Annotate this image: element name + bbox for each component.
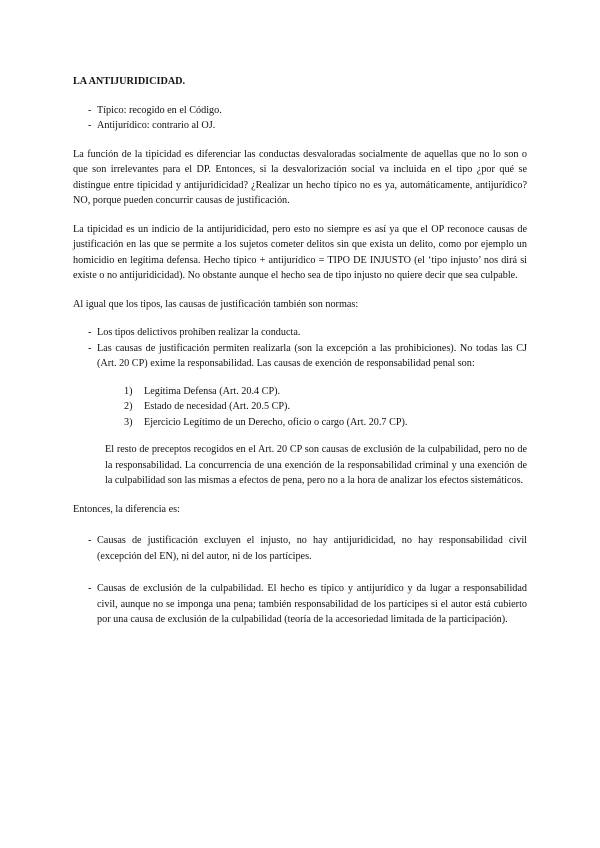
norms-list	[73, 325, 527, 372]
difference-list	[73, 533, 527, 628]
paragraph-normas: Al igual que los tipos, las causas de justificación también son normas:	[73, 298, 359, 310]
paragraph-tipicidad: La función de la tipicidad es diferenciar las conductas desvaloradas socialmente de aquellas que no lo son o que son irrelevantes para el DP. Entonces, si la desvalorización social va incluida en el tipo ¿por qué se distingue entre tipicidad y antijuridicidad? ¿Realizar un hecho típico no es ya, automáticamente, antijurídico? NO, porque pueden concurrir causas de justificación.	[73, 148, 527, 206]
list-item: - Causas de exclusión de la culpabilidad. El hecho es típico y antijurídico y da lugar a responsabilidad civil, aunque no se imponga una pena; también responsabilidad de los partícipes si el autor está cubierto por una causa de exclusión de la culpabilidad (teoría de la accesoriedad limitada de la participación).	[88, 583, 527, 625]
list-item: - Causas de justificación excluyen el injusto, no hay antijuridicidad, no hay responsabilidad civil (excepción del EN), ni del autor, ni de los partícipes.	[88, 535, 527, 562]
paragraph-resto-preceptos: El resto de preceptos recogidos en el Art. 20 CP son causas de exclusión de la culpabilidad, pero no de la responsabilidad. La concurrencia de una exención de la responsabilidad criminal y una exención de la culpabilidad son las mismas a efectos de pena, pero no a la hora de analizar los efectos sistemáticos.	[105, 444, 527, 486]
numbered-item: 2) Estado de necesidad (Art. 20.5 CP).	[124, 401, 290, 412]
list-item: - Antijurídico: contrario al OJ.	[88, 120, 216, 131]
exemption-causes-list	[73, 384, 527, 431]
document-page	[73, 74, 527, 645]
numbered-item: 1) Legítima Defensa (Art. 20.4 CP).	[124, 385, 281, 397]
paragraph-diferencia: Entonces, la diferencia es:	[73, 503, 180, 515]
definition-list	[73, 103, 527, 134]
numbered-item: 3) Ejercicio Legítimo de un Derecho, oficio o cargo (Art. 20.7 CP).	[124, 416, 408, 428]
list-item: - Los tipos delictivos prohíben realizar la conducta.	[88, 327, 301, 338]
document-title: LA ANTIJURIDICIDAD.	[73, 76, 186, 87]
list-item: - Las causas de justificación permiten realizarla (son la excepción a las prohibiciones). No todas las CJ (Art. 20 CP) exime la responsabilidad. Las causas de exención de responsabilidad penal son:	[88, 342, 527, 369]
paragraph-indicio: La tipicidad es un indicio de la antijuridicidad, pero esto no siempre es así ya que el OP reconoce causas de justificación en las que se permite a los sujetos cometer delitos sin que exista un delito, como por ejemplo un homicidio en legítima defensa. Hecho típico + antijurídico = TIPO DE INJUSTO (el ‘tipo injusto’ nos dirá si existe o no antijuridicidad). No obstante aunque el hecho sea de tipo injusto no quiere decir que sea culpable.	[73, 223, 527, 281]
list-item: - Típico: recogido en el Código.	[88, 104, 222, 116]
